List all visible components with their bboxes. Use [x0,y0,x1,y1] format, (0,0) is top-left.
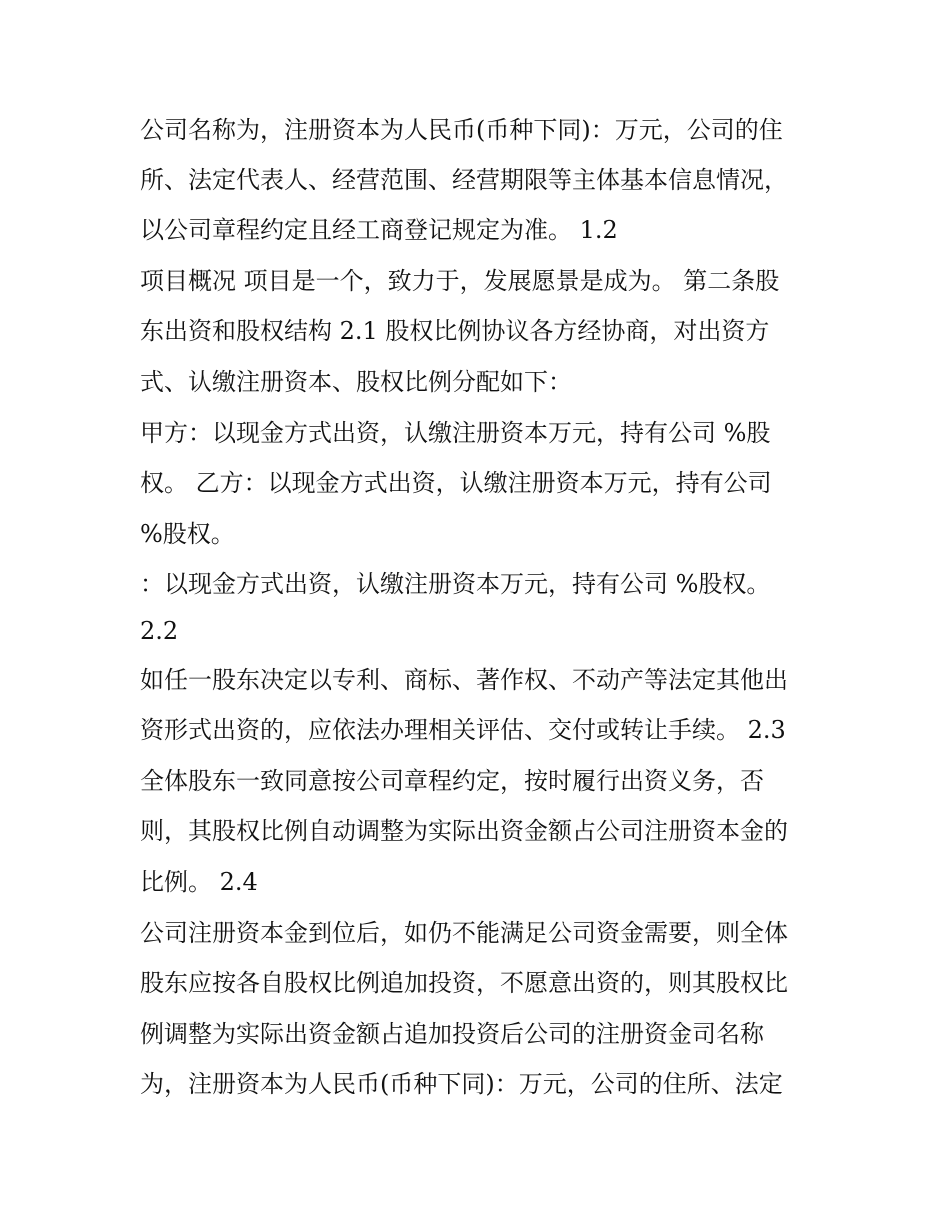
text-line: 甲方：以现金方式出资，认缴注册资本万元，持有公司 %股 [140,419,771,447]
text-line: 资形式出资的，应依法办理相关评估、交付或转让手续。 2.3 [140,716,786,744]
text-line: 2.2 [140,617,179,645]
text-line: 公司注册资本金到位后，如仍不能满足公司资金需要，则全体 [140,919,788,947]
text-line: %股权。 [140,520,235,548]
text-line: 项目概况 项目是一个，致力于，发展愿景是成为。 第二条股 [140,267,780,295]
text-line: 权。 乙方：以现金方式出资，认缴注册资本万元，持有公司 [140,469,772,497]
text-line: 式、认缴注册资本、股权比例分配如下： [140,368,572,396]
text-line: 则，其股权比例自动调整为实际出资金额占公司注册资本金的 [140,817,788,845]
text-line: 东出资和股权结构 2.1 股权比例协议各方经协商，对出资方 [140,317,770,345]
text-line: 公司名称为，注册资本为人民币(币种下同)：万元，公司的住 [140,116,783,144]
text-line: 所、法定代表人、经营范围、经营期限等主体基本信息情况， [140,166,788,194]
text-line: 全体股东一致同意按公司章程约定，按时履行出资义务，否 [140,767,764,795]
text-line: 以公司章程约定且经工商登记规定为准。 1.2 [140,216,618,244]
text-line: ：以现金方式出资，认缴注册资本万元，持有公司 %股权。 [140,570,771,598]
text-line: 股东应按各自股权比例追加投资，不愿意出资的，则其股权比 [140,969,788,997]
text-line: 如任一股东决定以专利、商标、著作权、不动产等法定其他出 [140,666,788,694]
text-line: 例调整为实际出资金额占追加投资后公司的注册资金司名称 [140,1020,764,1048]
text-line: 为，注册资本为人民币(币种下同)：万元，公司的住所、法定 [140,1070,783,1098]
text-line: 比例。 2.4 [140,868,258,896]
